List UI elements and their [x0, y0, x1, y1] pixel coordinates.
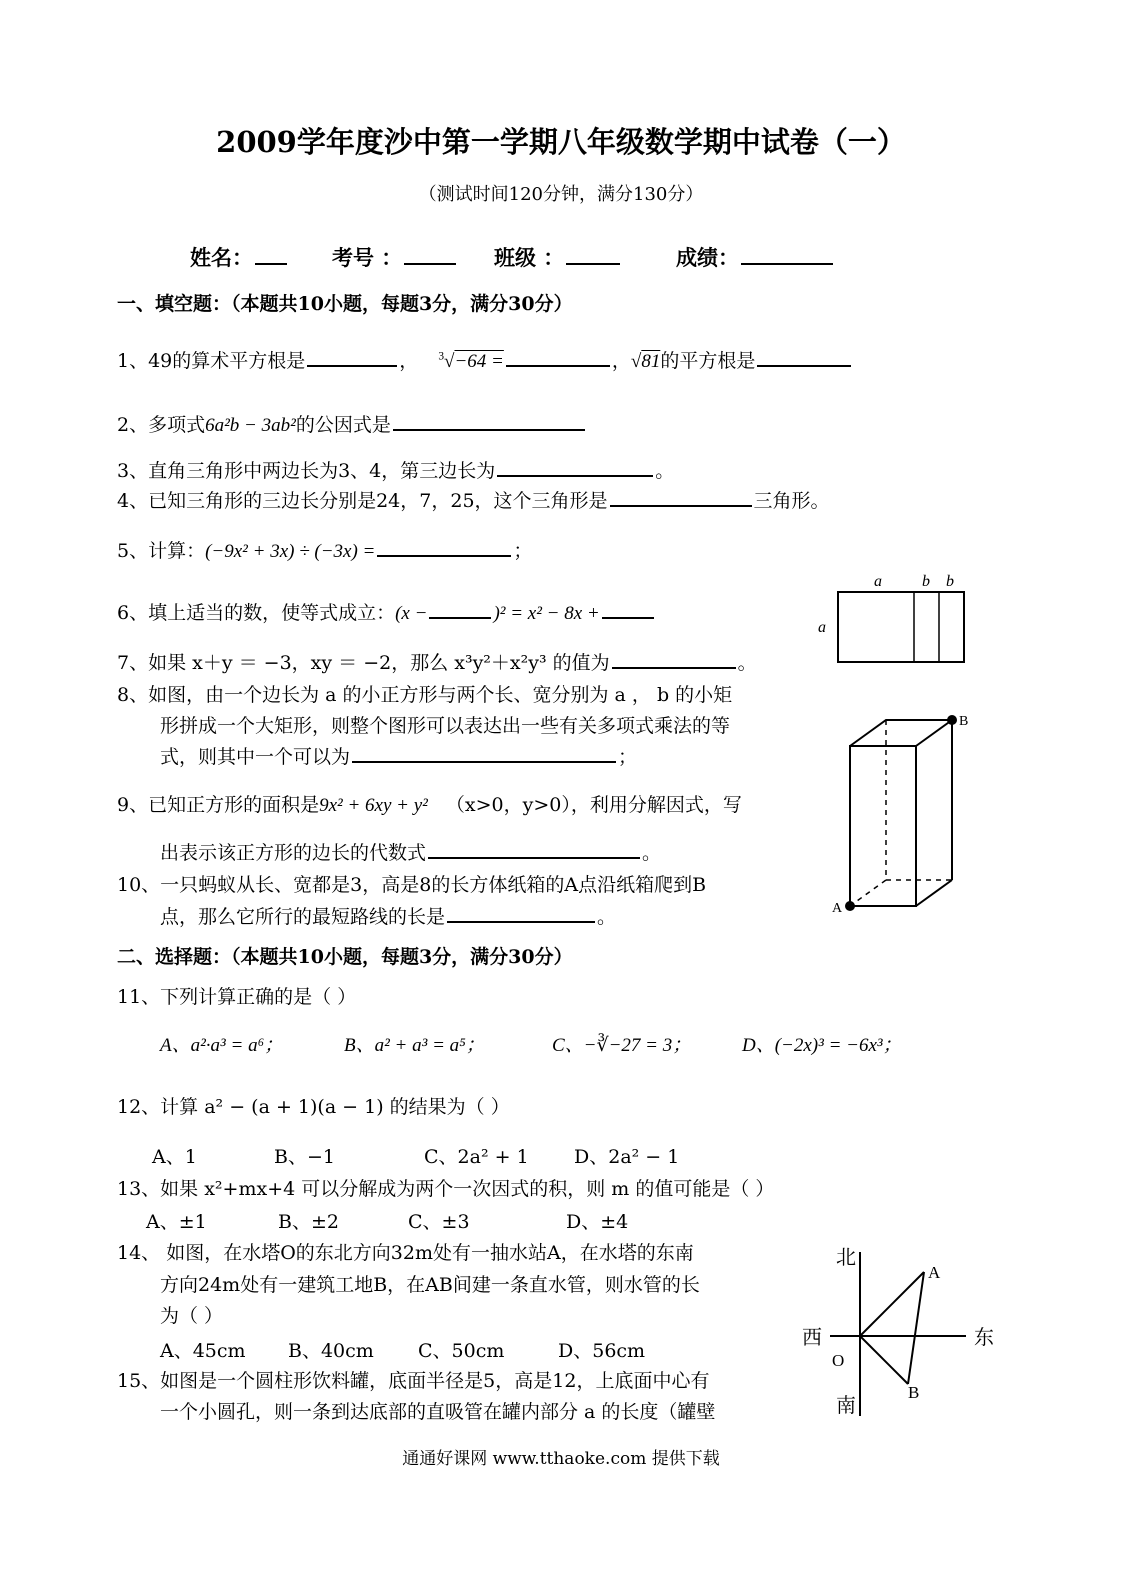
q9-text-3: 出表示该正方形的边长的代数式 [160, 842, 427, 864]
class-field [494, 242, 622, 272]
id-blank[interactable] [404, 242, 456, 265]
question-2 [117, 410, 587, 437]
question-15-line-2: 一个小圆孔，则一条到达底部的直吸管在罐内部分 a 的长度（罐壁 [160, 1401, 716, 1423]
label-top-b-1: b [922, 573, 930, 590]
q13-option-c[interactable]: C、±3 [408, 1211, 470, 1233]
q9-text: 9、已知正方形的面积是 [117, 794, 320, 816]
question-14-line-2: 方向24m处有一建筑工地B，在AB间建一条直水管，则水管的长 [160, 1274, 700, 1296]
question-10-line-2 [160, 902, 616, 929]
q1-comma-2: ， [611, 350, 631, 372]
q2-blank[interactable] [393, 410, 585, 431]
q4-end: 三角形。 [753, 490, 830, 512]
q1-blank-1[interactable] [307, 346, 397, 367]
q3-text: 3、直角三角形中两边长为3、4，第三边长为 [117, 460, 496, 482]
question-8-line-2: 形拼成一个大矩形，则整个图形可以表达出一些有关多项式乘法的等 [160, 715, 731, 737]
box-bottom-right-edge [916, 880, 952, 906]
q2-text-2: 的公因式是 [295, 414, 391, 436]
sqrt-expr: √81 [630, 351, 661, 372]
question-7 [117, 648, 757, 675]
q1-comma: ， [399, 350, 419, 372]
q7-text: 7、如果 x＋y ＝ −3，xy ＝ −2，那么 x³y²＋x²y³ 的值为 [117, 652, 610, 674]
question-6 [117, 598, 656, 625]
cube-root-expr: $^3$√−64 = [438, 350, 504, 372]
question-14-line-1: 14、 如图，在水塔O的东北方向32m处有一抽水站A，在水塔的东南 [117, 1242, 694, 1264]
score-label: 成绩： [676, 245, 739, 270]
label-point-b: B [908, 1383, 920, 1402]
question-9-line-1 [117, 790, 742, 817]
label-o: O [832, 1351, 845, 1370]
q9-end: 。 [642, 842, 662, 864]
segment-oa [860, 1272, 924, 1336]
q6-expr-1: (x − [395, 603, 428, 624]
question-3 [117, 456, 674, 483]
label-south: 南 [836, 1395, 856, 1417]
q11-option-b[interactable]: B、a² + a³ = a⁵； [344, 1035, 485, 1056]
q4-blank[interactable] [610, 486, 752, 507]
q8-end: ； [618, 746, 638, 768]
label-top-a: a [874, 573, 882, 590]
q1-sqrt-radicand: 81 [641, 351, 661, 372]
q5-text: 5、计算： [117, 540, 206, 562]
q5-end: ； [513, 540, 533, 562]
label-east: 东 [974, 1327, 994, 1349]
q14-option-d[interactable]: D、56cm [558, 1340, 646, 1362]
name-label: 姓名： [190, 245, 253, 270]
label-a: A [832, 901, 843, 916]
footer-credit: 通通好课网 www.tthaoke.com 提供下载 [402, 1449, 720, 1469]
q10-end: 。 [597, 906, 617, 928]
q1-radicand: −64 = [454, 351, 504, 372]
q5-expr: (−9x² + 3x) ÷ (−3x) = [205, 541, 376, 562]
question-13: 13、如果 x²+mx+4 可以分解成为两个一次因式的积，则 m 的值可能是（ ） [117, 1178, 775, 1200]
segment-ab [908, 1272, 924, 1384]
question-8-line-1: 8、如图，由一个边长为 a 的小正方形与两个长、宽分别为 a ， b 的小矩 [117, 684, 733, 706]
question-15-line-1: 15、如图是一个圆柱形饮料罐，底面半径是5，高是12，上底面中心有 [117, 1370, 710, 1392]
segment-ob [860, 1336, 908, 1384]
q12-option-a[interactable]: A、1 [152, 1146, 197, 1168]
name-field [190, 242, 289, 272]
q13-option-b[interactable]: B、±2 [278, 1211, 339, 1233]
score-field [676, 242, 835, 272]
point-b [947, 715, 957, 725]
q6-expr-2: )² = x² − 8x + [493, 603, 600, 624]
question-14-line-3: 为（ ） [160, 1305, 224, 1327]
compass-figure [796, 1236, 1012, 1422]
q5-blank[interactable] [377, 536, 511, 557]
id-label: 考号 ： [332, 245, 403, 270]
score-blank[interactable] [741, 242, 833, 265]
question-12: 12、计算 a² − (a + 1)(a − 1) 的结果为（ ） [117, 1096, 510, 1118]
q9-expr: 9x² + 6xy + y² [319, 795, 428, 816]
q7-blank[interactable] [612, 648, 736, 669]
label-left-a: a [818, 619, 826, 636]
q3-blank[interactable] [497, 456, 653, 477]
question-8-line-3 [160, 742, 637, 769]
question-11: 11、下列计算正确的是（ ） [117, 986, 357, 1008]
question-4 [117, 486, 830, 513]
q6-blank-2[interactable] [602, 598, 654, 619]
q11-option-a[interactable]: A、a²·a³ = a⁶； [160, 1035, 284, 1056]
q6-text: 6、填上适当的数，使等式成立： [117, 602, 396, 624]
question-1 [117, 346, 853, 373]
q14-option-c[interactable]: C、50cm [418, 1340, 505, 1362]
q14-option-b[interactable]: B、40cm [288, 1340, 374, 1362]
label-west: 西 [802, 1327, 822, 1349]
box-figure [826, 706, 976, 918]
section-2-heading: 二、选择题：（本题共10小题，每题3分，满分30分） [117, 946, 573, 968]
label-top-b-2: b [946, 573, 954, 590]
q11-option-d[interactable]: D、(−2x)³ = −6x³； [742, 1035, 902, 1056]
q8-text: 式，则其中一个可以为 [160, 746, 351, 768]
question-10-line-1: 10、一只蚂蚁从长、宽都是3，高是8的长方体纸箱的A点沿纸箱爬到B [117, 874, 707, 896]
q14-option-a[interactable]: A、45cm [160, 1340, 246, 1362]
q1-blank-3[interactable] [757, 346, 851, 367]
q7-end: 。 [737, 652, 757, 674]
q1-text: 1、49的算术平方根是 [117, 350, 306, 372]
question-9-line-2 [160, 838, 661, 865]
name-blank[interactable] [255, 242, 287, 265]
page-subtitle: （测试时间120分钟，满分130分） [418, 184, 704, 205]
q11-option-c[interactable]: C、−∛−27 = 3； [552, 1035, 692, 1056]
section-1-heading: 一、填空题：（本题共10小题，每题3分，满分30分） [117, 293, 573, 315]
q1-blank-2[interactable] [506, 346, 610, 367]
rectangle-figure [810, 566, 980, 670]
q2-text: 2、多项式 [117, 414, 206, 436]
q3-end: 。 [655, 460, 675, 482]
q4-text: 4、已知三角形的三边长分别是24，7，25，这个三角形是 [117, 490, 608, 512]
q13-option-a[interactable]: A、±1 [146, 1211, 207, 1233]
q9-text-2: （x>0，y>0），利用分解因式，写 [445, 794, 742, 816]
class-blank[interactable] [566, 242, 620, 265]
q10-blank[interactable] [447, 902, 595, 923]
q8-blank[interactable] [352, 742, 616, 763]
q1-text-2: 的平方根是 [660, 350, 756, 372]
label-north: 北 [836, 1247, 856, 1269]
label-b: B [959, 714, 969, 729]
box-hidden-diagonal [850, 880, 886, 906]
big-rectangle [838, 592, 964, 662]
class-label: 班级 ： [494, 245, 565, 270]
id-field [332, 242, 458, 272]
q2-expr: 6a²b − 3ab² [205, 415, 296, 436]
label-point-a: A [928, 1263, 941, 1282]
q9-blank[interactable] [428, 838, 640, 859]
q12-option-d[interactable]: D、2a² − 1 [574, 1146, 680, 1168]
q12-option-b[interactable]: B、−1 [274, 1146, 335, 1168]
q10-text: 点，那么它所行的最短路线的长是 [160, 906, 446, 928]
q12-option-c[interactable]: C、2a² + 1 [424, 1146, 529, 1168]
point-a [845, 901, 855, 911]
q6-blank-1[interactable] [429, 598, 491, 619]
page-title: 2009学年度沙中第一学期八年级数学期中试卷（一） [216, 125, 906, 159]
box-top-face [850, 720, 952, 746]
q13-option-d[interactable]: D、±4 [566, 1211, 629, 1233]
question-5 [117, 536, 532, 563]
